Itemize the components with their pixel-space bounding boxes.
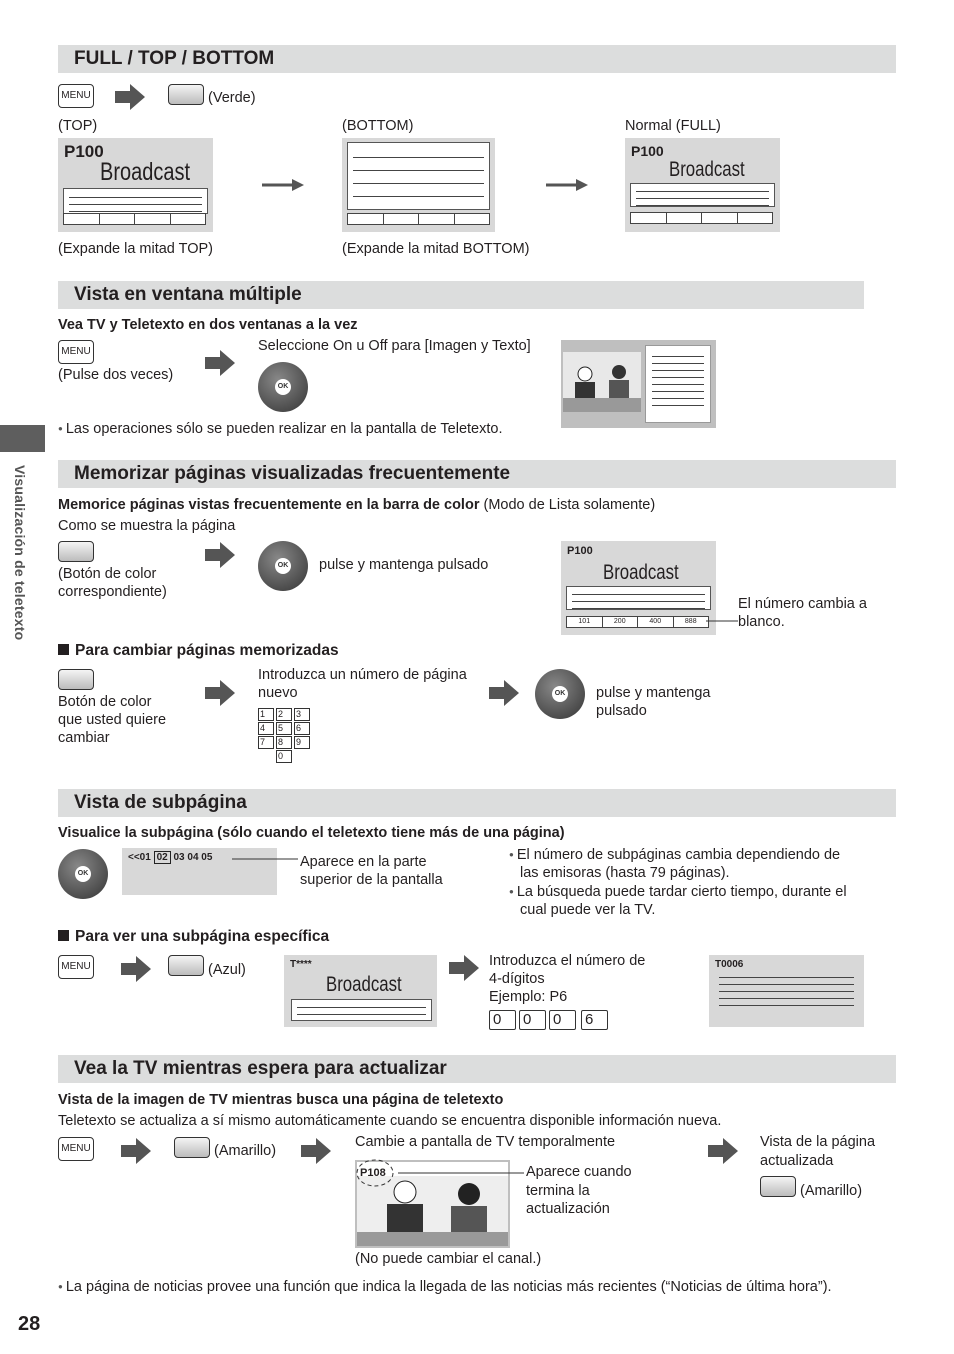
section-header-multi-window: Vista en ventana múltiple [58,281,864,309]
yellow-label-2: (Amarillo) [800,1183,863,1199]
top-label: (TOP) [58,118,98,134]
green-button-icon [168,84,204,105]
arrow-right-icon [262,178,304,192]
watch-tv-lead: Teletexto se actualiza a sí mismo automáticamente cuando se encuentra disponible información nueva. [58,1113,722,1129]
callout-line [232,856,298,862]
arrow-right-icon [121,1138,151,1164]
press-hold-2: pulsado [596,703,647,719]
yellow-button-icon [174,1137,210,1158]
change-memorized-subheading: Para cambiar páginas memorizadas [58,642,339,660]
multi-window-note: ● Las operaciones sólo se pueden realizar en la pantalla de Teletexto. [58,420,503,440]
enter-number-2: nuevo [258,685,298,701]
digit-key-icon: 0 [489,1010,516,1030]
subpage-note-2a: ● La búsqueda puede tardar cierto tiempo, durante el [509,883,847,903]
press-hold-1: pulse y mantenga [596,685,711,701]
number-changes-2: blanco. [738,614,785,630]
keypad-0-icon: 0 [276,750,292,763]
subpage-note-1a: ● El número de subpáginas cambia dependiendo de [509,846,840,866]
updated-page-1: Vista de la página [760,1134,876,1150]
keypad-4-icon: 4 [258,722,274,735]
enter-4digits-2: 4-dígitos [489,971,545,987]
arrow-right-icon [205,542,235,568]
memorized-pages-screen: P100 Broadcast 101 200 400 888 [561,541,716,635]
section-header-full-top-bottom: FULL / TOP / BOTTOM [58,45,896,73]
number-changes-1: El número cambia a [738,596,867,612]
memorize-lead: Memorice páginas vistas frecuentemente en la barra de color (Modo de Lista solamente) [58,497,656,513]
full-mode-screen: P100 Broadcast [625,138,780,232]
color-button-label-2: correspondiente) [58,584,167,600]
color-button-icon [58,669,94,690]
subpage-note-2b: cual puede ver la TV. [520,902,656,918]
callout-line [398,1170,524,1176]
color-button-label-1: (Botón de color [58,566,157,582]
memo-cell: 400 [637,616,674,628]
press-hold-label: pulse y mantenga pulsado [319,557,489,573]
callout-line [706,618,738,624]
arrow-right-icon [546,178,588,192]
ok-dpad-icon: OK [535,669,585,719]
blue-label: (Azul) [208,962,246,978]
enter-4digits-example: Ejemplo: P6 [489,989,568,1005]
yellow-label: (Amarillo) [214,1143,277,1159]
specific-subpage-subheading: Para ver una subpágina específica [58,928,329,946]
appears-when-3: actualización [526,1201,610,1217]
arrow-right-icon [121,956,151,982]
keypad-1-icon: 1 [258,708,274,721]
arrow-right-icon [115,84,145,110]
change-tv-label: Cambie a pantalla de TV temporalmente [355,1134,616,1150]
appears-top-1: Aparece en la parte [300,854,427,870]
multi-window-screen [561,340,716,428]
top-mode-screen: P100 Broadcast [58,138,213,232]
section-header-memorize-pages: Memorizar páginas visualizadas frecuentemente [58,460,896,488]
appears-top-2: superior de la pantalla [300,872,443,888]
expand-bottom-caption: (Expande la mitad BOTTOM) [342,241,530,257]
bottom-mode-screen [342,138,495,232]
button-label-1: Botón de color [58,694,152,710]
enter-4digits-1: Introduzca el número de [489,953,646,969]
sidebar-tab-marker [0,425,45,452]
ok-dpad-icon: OK [258,541,308,591]
menu-button-icon: MENU [58,955,94,979]
subpage-subtitle: Visualice la subpágina (sólo cuando el teletexto tiene más de una página) [58,825,565,841]
watch-tv-subtitle: Vista de la imagen de TV mientras busca una página de teletexto [58,1092,504,1108]
press-twice-label: (Pulse dos veces) [58,367,174,383]
keypad-9-icon: 9 [294,736,310,749]
as-shown-label: Como se muestra la página [58,518,236,534]
enter-number-1: Introduzca un número de página [258,667,467,683]
keypad-6-icon: 6 [294,722,310,735]
appears-when-1: Aparece cuando [526,1164,632,1180]
arrow-right-icon [205,680,235,706]
subpage-list: <<01 02 03 04 05 [128,852,213,863]
memo-cell: 101 [566,616,603,628]
expand-top-caption: (Expande la mitad TOP) [58,241,214,257]
multi-window-subtitle: Vea TV y Teletexto en dos ventanas a la vez [58,317,358,333]
blue-button-icon [168,955,204,976]
select-on-off-text: Seleccione On u Off para [Imagen y Texto] [258,338,531,354]
green-label: (Verde) [208,90,256,106]
news-note: ● La página de noticias provee una función que indica la llegada de las noticias más recientes (“Noticias de última hora”). [58,1278,832,1298]
cannot-change-label: (No puede cambiar el canal.) [355,1251,542,1267]
subpage-note-1b: las emisoras (hasta 79 páginas). [520,865,730,881]
color-button-icon [58,541,94,562]
tv-update-screen: P108 [355,1160,510,1248]
keypad-2-icon: 2 [276,708,292,721]
digit-key-icon: 0 [549,1010,576,1030]
ok-dpad-icon: OK [258,362,308,412]
keypad-7-icon: 7 [258,736,274,749]
arrow-right-icon [708,1138,738,1164]
button-label-3: cambiar [58,730,110,746]
update-indicator-circle [355,1158,397,1188]
menu-button-icon: MENU [58,340,94,364]
arrow-right-icon [489,680,519,706]
appears-when-2: termina la [526,1183,590,1199]
memo-cell: 888 [673,616,710,628]
arrow-right-icon [301,1138,331,1164]
memo-cell: 200 [602,616,639,628]
bottom-label: (BOTTOM) [342,118,414,134]
button-label-2: que usted quiere [58,712,167,728]
menu-button-icon: MENU [58,84,94,108]
arrow-right-icon [205,350,235,376]
yellow-button-icon [760,1176,796,1197]
digit-key-icon: 6 [581,1010,608,1030]
sidebar-section-label: Visualización de teletexto [12,465,28,641]
updated-page-2: actualizada [760,1153,834,1169]
digit-key-icon: 0 [519,1010,546,1030]
page-number: 28 [18,1313,41,1335]
subpage-result-screen: T0006 [709,955,864,1027]
section-header-watch-tv-update: Vea la TV mientras espera para actualizar [58,1055,896,1083]
normal-label: Normal (FULL) [625,118,721,134]
keypad-8-icon: 8 [276,736,292,749]
ok-dpad-icon: OK [58,849,108,899]
keypad-5-icon: 5 [276,722,292,735]
arrow-right-icon [449,955,479,981]
subpage-entry-screen: T**** Broadcast [284,955,437,1027]
menu-button-icon: MENU [58,1137,94,1161]
tv-picture-presenters-icon [563,352,641,412]
keypad-3-icon: 3 [294,708,310,721]
section-header-subpage: Vista de subpágina [58,789,896,817]
